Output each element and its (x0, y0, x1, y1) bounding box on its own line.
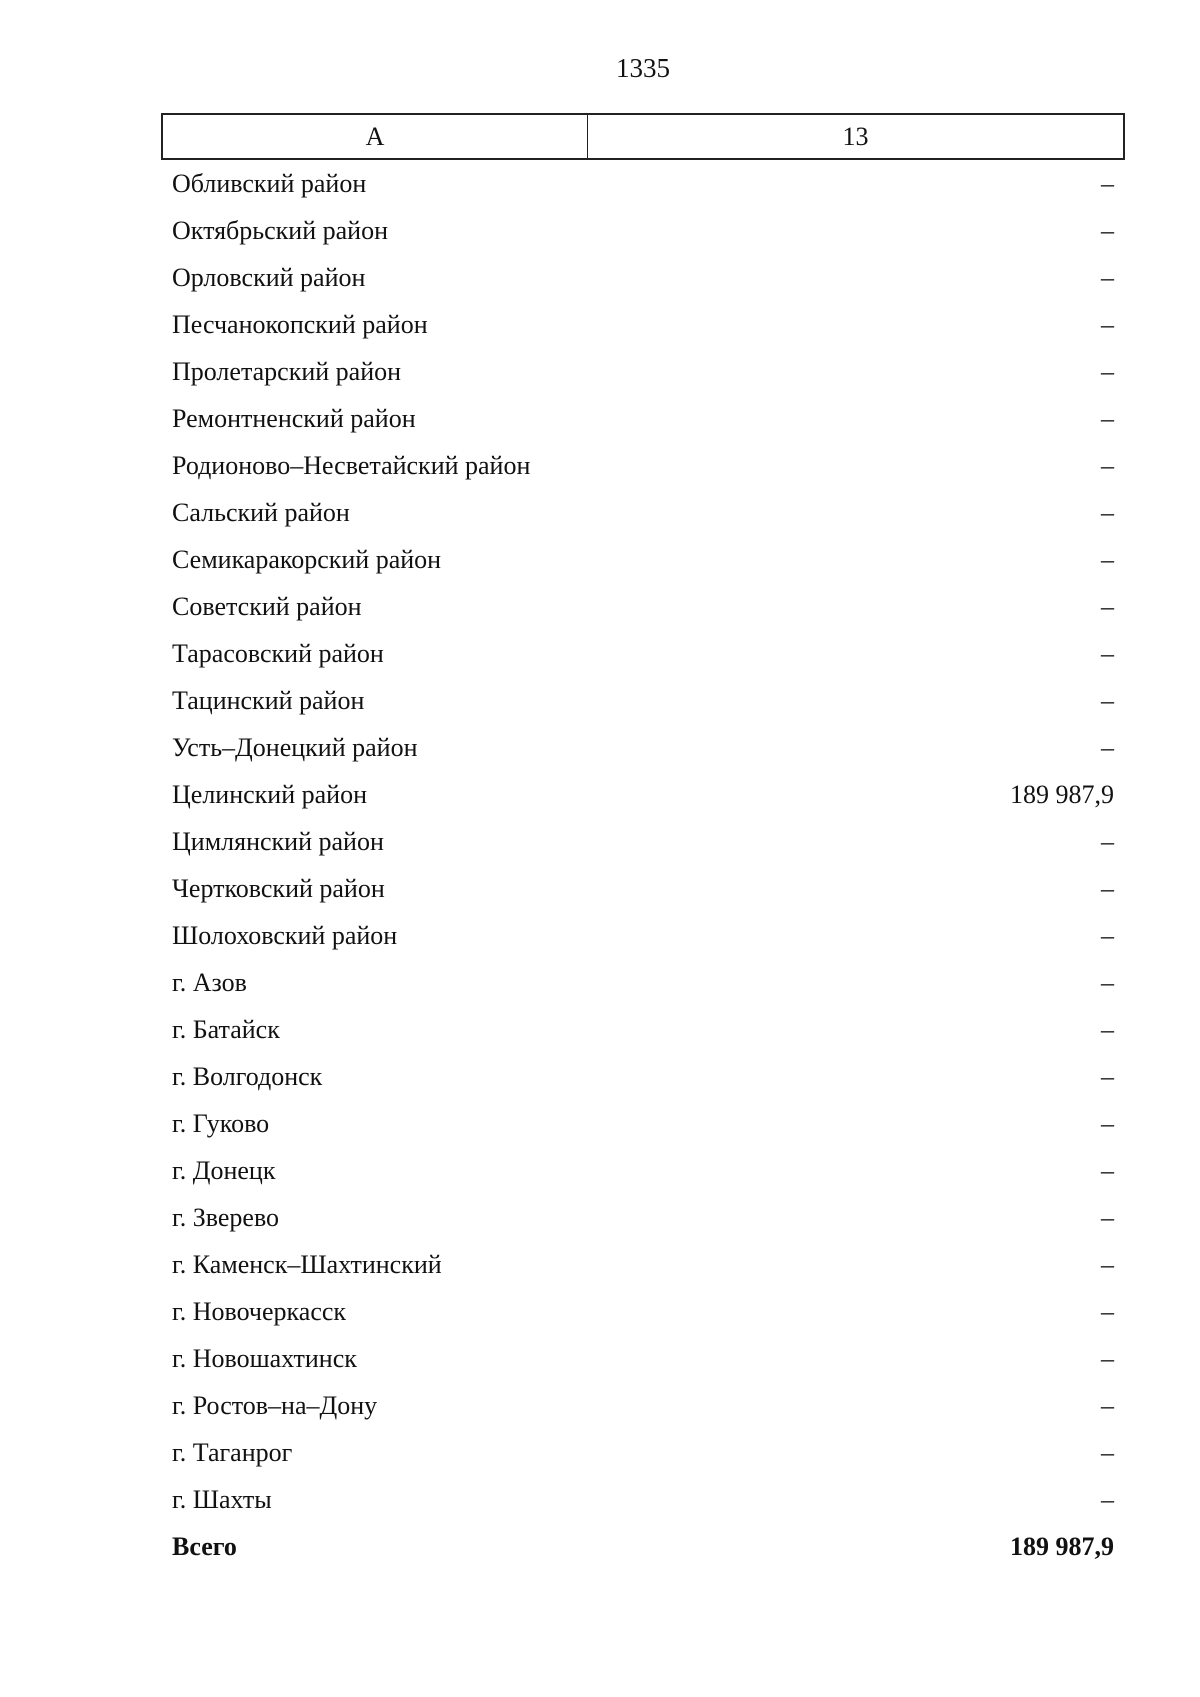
row-name: Октябрьский район (172, 215, 388, 245)
total-row (161, 1523, 1125, 1570)
row-name: г. Таганрог (172, 1437, 293, 1467)
row-value: – (1101, 309, 1114, 339)
table-row (161, 771, 1125, 818)
row-value: – (1101, 1108, 1114, 1138)
row-value: – (1101, 732, 1114, 762)
row-name: Тацинский район (172, 685, 365, 715)
row-value: – (1101, 544, 1114, 574)
table-row (161, 207, 1125, 254)
row-name: Ремонтненский район (172, 403, 416, 433)
row-name: Обливский район (172, 168, 367, 198)
row-name: Усть–Донецкий район (172, 732, 418, 762)
table-row (161, 1335, 1125, 1382)
table-row (161, 1100, 1125, 1147)
table-row (161, 395, 1125, 442)
row-value: – (1101, 967, 1114, 997)
table-row (161, 912, 1125, 959)
table-row (161, 724, 1125, 771)
table-row (161, 442, 1125, 489)
row-name: г. Донецк (172, 1155, 276, 1185)
row-name: Целинский район (172, 779, 367, 809)
table-row (161, 1241, 1125, 1288)
row-value: – (1101, 450, 1114, 480)
row-name: Чертковский район (172, 873, 385, 903)
table-row (161, 1382, 1125, 1429)
table-row (161, 160, 1125, 207)
row-name: Родионово–Несветайский район (172, 450, 531, 480)
table-row (161, 1476, 1125, 1523)
row-name: г. Азов (172, 967, 247, 997)
row-name: г. Новочеркасск (172, 1296, 347, 1326)
table-row (161, 1194, 1125, 1241)
table-row (161, 301, 1125, 348)
row-name: г. Каменск–Шахтинский (172, 1249, 442, 1279)
header-cell-13: 13 (842, 121, 869, 151)
table-row (161, 348, 1125, 395)
row-name: г. Шахты (172, 1484, 272, 1514)
table-row (161, 1429, 1125, 1476)
row-value: – (1101, 685, 1114, 715)
table-row (161, 583, 1125, 630)
page-number: 1335 (616, 53, 670, 83)
row-name: Сальский район (172, 497, 350, 527)
row-value: – (1101, 1484, 1114, 1514)
row-name: Песчанокопский район (172, 309, 428, 339)
row-name: Шолоховский район (172, 920, 398, 950)
row-name: Советский район (172, 591, 362, 621)
row-name: Тарасовский район (172, 638, 384, 668)
row-name: г. Волгодонск (172, 1061, 323, 1091)
table-row (161, 489, 1125, 536)
table-body (161, 160, 1125, 1570)
row-name: Орловский район (172, 262, 366, 292)
row-name: г. Батайск (172, 1014, 280, 1044)
row-value: – (1101, 826, 1114, 856)
row-name: Пролетарский район (172, 356, 402, 386)
table-row (161, 959, 1125, 1006)
table-row (161, 865, 1125, 912)
row-value: – (1101, 1014, 1114, 1044)
table-header (161, 113, 1125, 160)
row-value: – (1101, 262, 1114, 292)
table-row (161, 677, 1125, 724)
row-name: Цимлянский район (172, 826, 384, 856)
row-value: – (1101, 168, 1114, 198)
row-value: – (1101, 215, 1114, 245)
row-value: – (1101, 1390, 1114, 1420)
row-value: – (1101, 1296, 1114, 1326)
total-value: 189 987,9 (1010, 1531, 1114, 1561)
row-value: – (1101, 591, 1114, 621)
table-row (161, 1053, 1125, 1100)
table-row (161, 1288, 1125, 1335)
table-row (161, 1006, 1125, 1053)
row-value: – (1101, 403, 1114, 433)
row-value: – (1101, 1437, 1114, 1467)
row-value: 189 987,9 (1010, 779, 1114, 809)
table-row (161, 630, 1125, 677)
table-row (161, 254, 1125, 301)
total-label: Всего (172, 1531, 237, 1561)
row-value: – (1101, 497, 1114, 527)
table-row (161, 1147, 1125, 1194)
row-name: г. Новошахтинск (172, 1343, 357, 1373)
row-name: г. Гуково (172, 1108, 270, 1138)
row-value: – (1101, 1249, 1114, 1279)
header-cell-a: А (163, 115, 588, 158)
row-name: г. Ростов–на–Дону (172, 1390, 378, 1420)
row-name: г. Зверево (172, 1202, 280, 1232)
table-row (161, 818, 1125, 865)
row-value: – (1101, 356, 1114, 386)
row-value: – (1101, 638, 1114, 668)
row-value: – (1101, 1155, 1114, 1185)
row-value: – (1101, 1202, 1114, 1232)
table-row (161, 536, 1125, 583)
row-value: – (1101, 1343, 1114, 1373)
row-name: Семикаракорский район (172, 544, 442, 574)
row-value: – (1101, 1061, 1114, 1091)
row-value: – (1101, 920, 1114, 950)
row-value: – (1101, 873, 1114, 903)
